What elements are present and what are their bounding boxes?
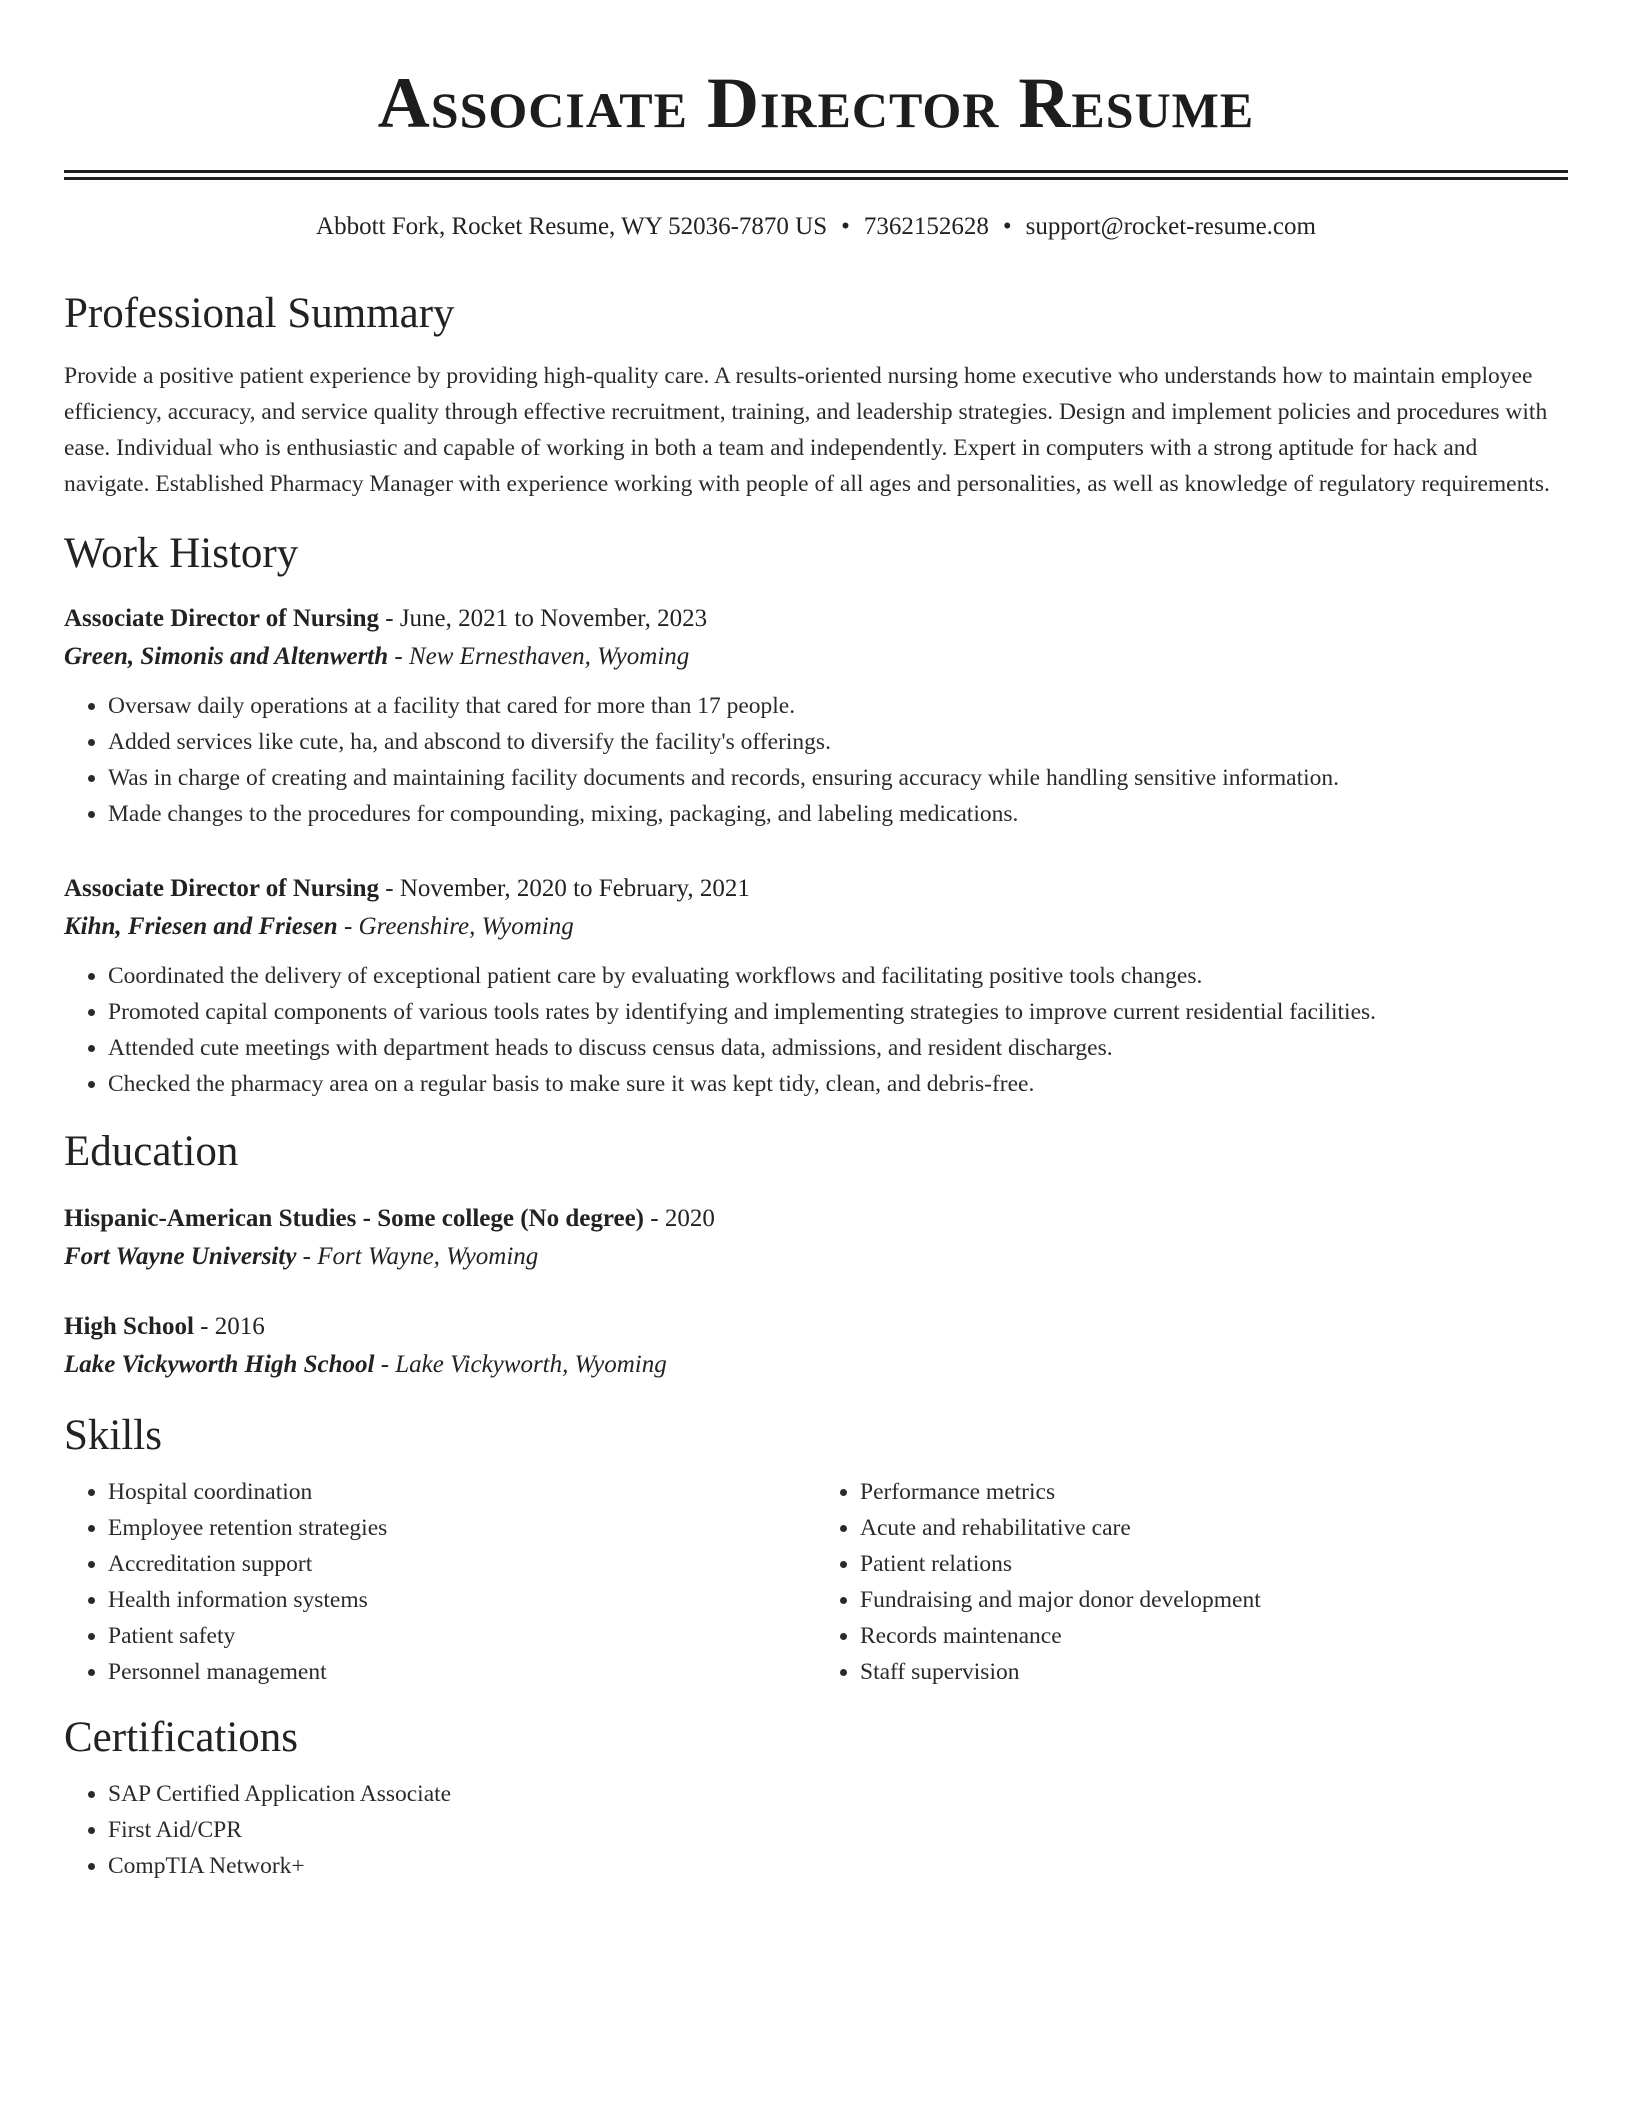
resume-page [64,0,1568,1884]
certification-item: • CompTIA Network+ [108,1848,1568,1884]
contact-separator: • [1002,213,1012,240]
job-bullet: • Added services like cute, ha, and abscond to diversify the facility's offerings. [108,724,1568,760]
section-heading-education: Education [64,1128,239,1175]
education-school: Lake Vickyworth High School [64,1351,375,1378]
contact-phone: 7362152628 [863,213,989,240]
section-heading-skills: Skills [64,1412,162,1459]
skills-list-left [64,1474,816,1690]
education-degree-line [64,1308,1568,1346]
section-heading-certifications: Certifications [64,1714,299,1761]
contact-address: Abbott Fork, Rocket Resume, WY 52036-7870 US [316,213,828,240]
skill-item: • Health information systems [108,1582,816,1618]
job-location: - New Ernesthaven, Wyoming [388,643,690,670]
education-school-line [64,1238,1568,1276]
job-bullet: • Checked the pharmacy area on a regular basis to make sure it was kept tidy, clean, and debris-free. [108,1066,1568,1102]
job-company-line [64,908,1568,946]
skills-columns [64,1474,1568,1690]
job-bullet: • Oversaw daily operations at a facility that cared for more than 17 people. [108,688,1568,724]
job-company: Kihn, Friesen and Friesen [64,913,338,940]
skill-item: • Patient relations [860,1546,1568,1582]
job-bullet: • Was in charge of creating and maintaining facility documents and records, ensuring accuracy while handling sensitive information. [108,760,1568,796]
section-heading-summary: Professional Summary [64,290,455,337]
education-location: - Fort Wayne, Wyoming [296,1243,539,1270]
skill-item: • Fundraising and major donor development [860,1582,1568,1618]
job-bullet: • Promoted capital components of various tools rates by identifying and implementing strategies to improve current residential facilities. [108,994,1568,1030]
education-entry [64,1200,1568,1276]
certifications-list [64,1776,1568,1884]
job-title-line [64,600,1568,638]
job-company: Green, Simonis and Altenwerth [64,643,389,670]
skill-item: • Performance metrics [860,1474,1568,1510]
education-entry [64,1308,1568,1384]
job-bullet: • Made changes to the procedures for compounding, mixing, packaging, and labeling medications. [108,796,1568,832]
job-entry [64,870,1568,1102]
job-company-line [64,638,1568,676]
skills-list-right [816,1474,1568,1690]
skill-item: • Employee retention strategies [108,1510,816,1546]
title-divider [64,170,1568,180]
job-title-line [64,870,1568,908]
job-title: Associate Director of Nursing [64,875,379,902]
education-school-line [64,1346,1568,1384]
skill-item: • Accreditation support [108,1546,816,1582]
skill-item: • Patient safety [108,1618,816,1654]
job-title: Associate Director of Nursing [64,605,379,632]
section-heading-work-history: Work History [64,530,299,577]
skill-item: • Hospital coordination [108,1474,816,1510]
skill-item: • Records maintenance [860,1618,1568,1654]
resume-title: Associate Director Resume [377,63,1255,143]
contact-separator: • [841,213,850,240]
job-dates: - June, 2021 to November, 2023 [379,605,708,632]
job-entry [64,600,1568,832]
job-bullet: • Attended cute meetings with department heads to discuss census data, admissions, and resident discharges. [108,1030,1568,1066]
job-bullet-list [64,688,1568,832]
education-year: - 2020 [644,1205,715,1232]
education-school: Fort Wayne University [64,1243,297,1270]
skill-item: • Staff supervision [860,1654,1568,1690]
education-location: - Lake Vickyworth, Wyoming [374,1351,667,1378]
certification-item: • First Aid/CPR [108,1812,1568,1848]
summary-text: Provide a positive patient experience by providing high-quality care. A results-oriented nursing home executive who understands how to maintain employee efficiency, accuracy, and service quality through effective recruitment, training, and leadership strategies. Design and implement policies and procedures with ease. Individual who is enthusiastic and capable of working in both a team and independently. Expert in computers with a strong aptitude for hack and navigate. Established Pharmacy Manager with experience working with people of all ages and personalities, as well as knowledge of regulatory requirements. [64,363,1550,497]
education-year: - 2016 [193,1313,265,1340]
education-degree: High School [64,1313,194,1340]
job-dates: - November, 2020 to February, 2021 [379,875,750,902]
education-degree-line [64,1200,1568,1238]
certification-item: • SAP Certified Application Associate [108,1776,1568,1812]
skill-item: • Acute and rehabilitative care [860,1510,1568,1546]
job-location: - Greenshire, Wyoming [337,913,574,940]
job-bullet: • Coordinated the delivery of exceptional patient care by evaluating workflows and facilitating positive tools changes. [108,958,1568,994]
contact-line [64,210,1568,244]
job-bullet-list [64,958,1568,1102]
education-degree: Hispanic-American Studies - Some college (No degree) [64,1205,644,1232]
contact-email: support@rocket-resume.com [1025,213,1316,240]
skill-item: • Personnel management [108,1654,816,1690]
